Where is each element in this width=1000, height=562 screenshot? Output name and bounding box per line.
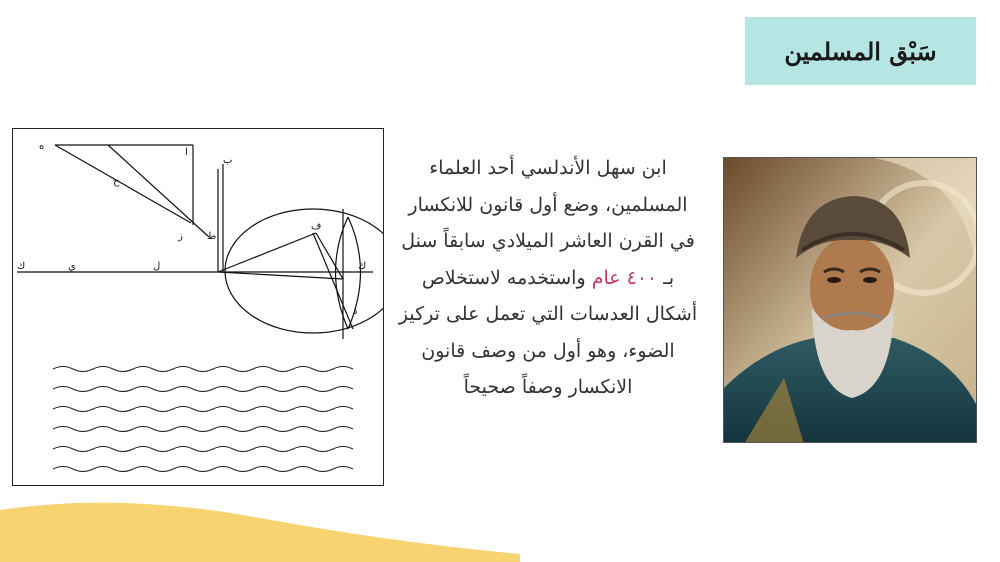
- svg-text:ك: ك: [358, 261, 367, 272]
- svg-text:ك: ك: [17, 261, 26, 272]
- svg-text:ا: ا: [185, 147, 188, 158]
- paragraph-after: واستخدمه لاستخلاص أشكال العدسات التي تعمل على تركيز الضوء، وهو أول من وصف قانون الانكسار وصفاً صحيحاً: [398, 266, 698, 398]
- portrait-image: [723, 157, 977, 443]
- svg-text:ز: ز: [178, 231, 183, 242]
- body-paragraph: [398, 150, 698, 406]
- svg-text:ط: ط: [207, 231, 217, 242]
- paragraph-before: ابن سهل الأندلسي أحد العلماء المسلمين، وضع أول قانون للانكسار في القرن العاشر الميلادي سابقاً سنل بـ: [401, 157, 695, 289]
- slide-title: سَبْق المسلمين: [784, 36, 937, 66]
- highlight-years: ٤٠٠ عام: [591, 266, 658, 289]
- svg-text:ح: ح: [113, 176, 120, 187]
- svg-text:ل: ل: [153, 261, 161, 272]
- manuscript-image: [12, 128, 384, 486]
- svg-text:ه: ه: [39, 141, 45, 152]
- scholar-portrait-drawing: [724, 158, 977, 443]
- svg-text:ب: ب: [223, 155, 233, 166]
- svg-text:ذ: ذ: [353, 306, 358, 317]
- svg-text:ف: ف: [311, 221, 322, 232]
- refraction-diagram-drawing: [13, 129, 383, 485]
- slide-title-box: [745, 17, 976, 85]
- svg-text:ي: ي: [68, 261, 76, 272]
- decorative-wave: [0, 490, 520, 562]
